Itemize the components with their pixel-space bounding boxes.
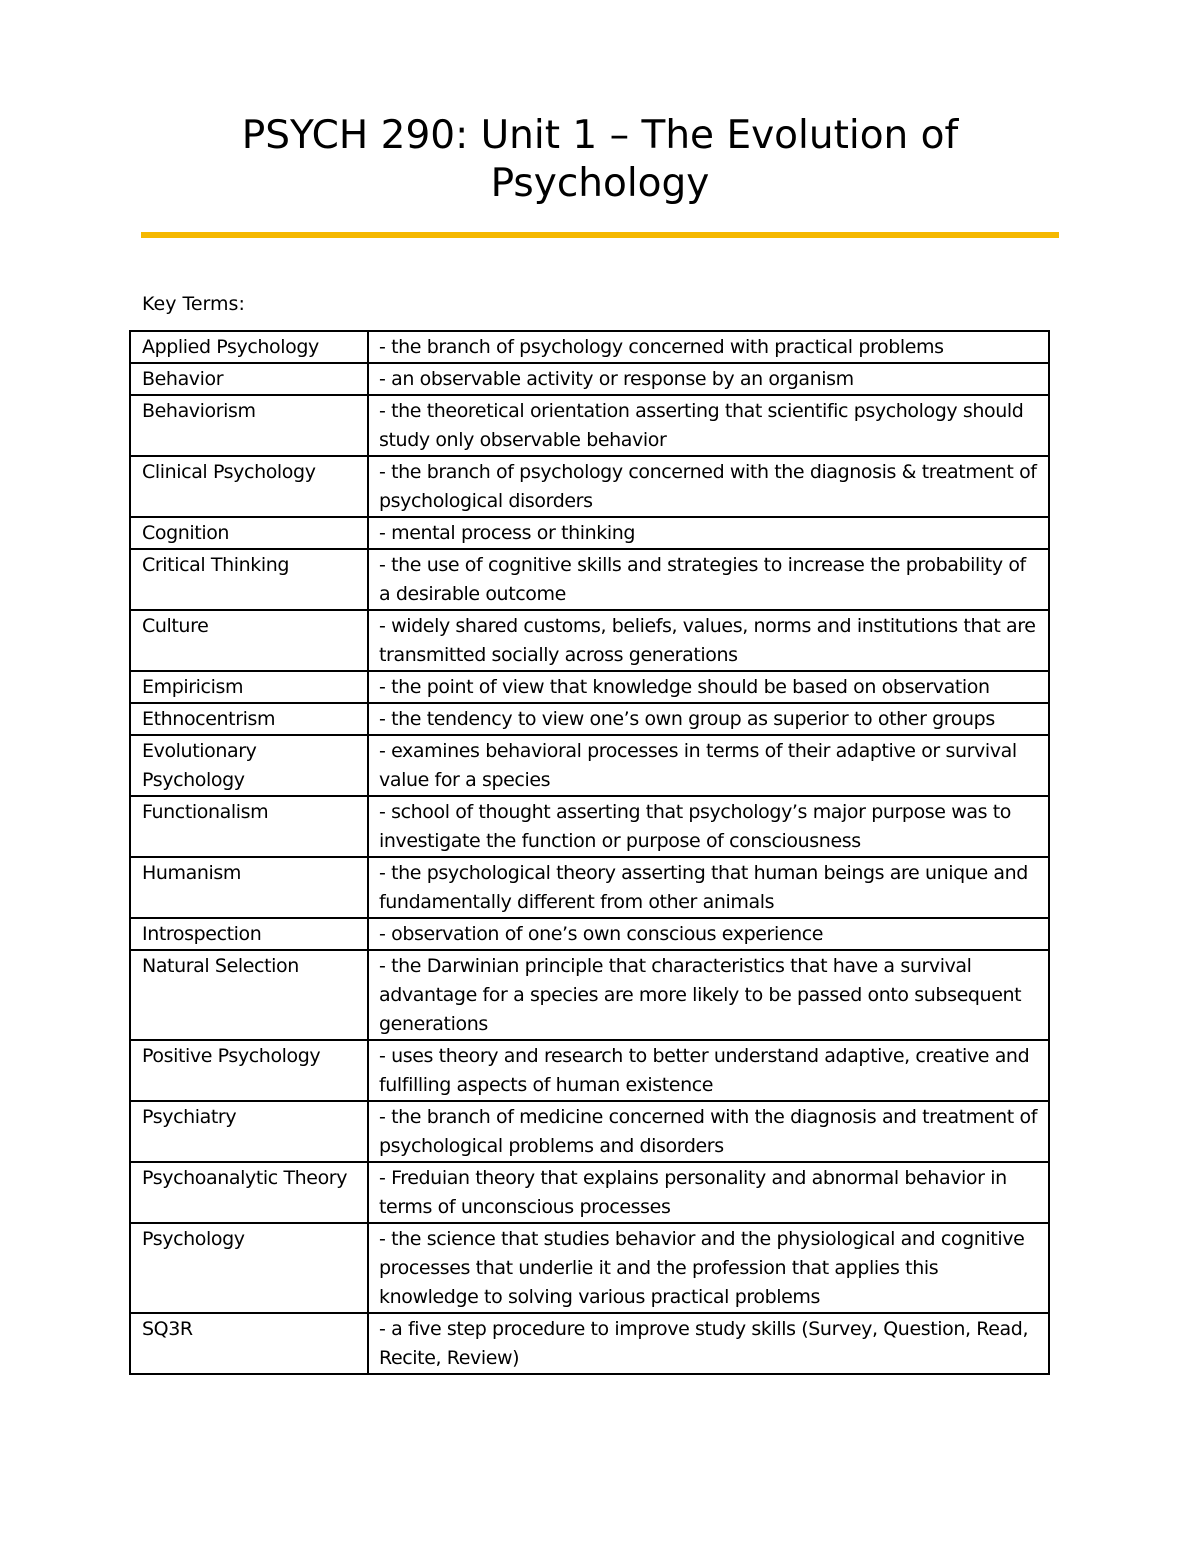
term-cell: Clinical Psychology [130,456,368,517]
term-cell: Empiricism [130,671,368,703]
table-row [130,395,1049,456]
definition-cell: - the branch of psychology concerned with practical problems [368,331,1049,363]
key-terms-table-body [130,331,1049,1374]
definition-cell: - school of thought asserting that psychology’s major purpose was to investigate the function or purpose of consciousness [368,796,1049,857]
table-row [130,610,1049,671]
definition-cell: - observation of one’s own conscious experience [368,918,1049,950]
key-terms-table [129,330,1050,1375]
definition-cell: - mental process or thinking [368,517,1049,549]
page-title-line-2: Psychology [490,161,710,206]
term-cell: Psychology [130,1223,368,1313]
table-row [130,1223,1049,1313]
table-row [130,1101,1049,1162]
term-cell: Behaviorism [130,395,368,456]
table-row [130,735,1049,796]
table-row [130,517,1049,549]
term-cell: Natural Selection [130,950,368,1040]
table-row [130,456,1049,517]
term-cell: Functionalism [130,796,368,857]
definition-cell: - the branch of psychology concerned with the diagnosis & treatment of psychological disorders [368,456,1049,517]
definition-cell: - the use of cognitive skills and strategies to increase the probability of a desirable outcome [368,549,1049,610]
term-cell: Psychiatry [130,1101,368,1162]
table-row [130,950,1049,1040]
title-divider [141,232,1059,238]
table-row [130,1162,1049,1223]
definition-cell: - examines behavioral processes in terms of their adaptive or survival value for a species [368,735,1049,796]
page-title-line-1: PSYCH 290: Unit 1 – The Evolution of [241,113,959,158]
section-label: Key Terms: [142,293,245,315]
definition-cell: - the point of view that knowledge should be based on observation [368,671,1049,703]
term-cell: SQ3R [130,1313,368,1374]
definition-cell: - a five step procedure to improve study skills (Survey, Question, Read, Recite, Review) [368,1313,1049,1374]
term-cell: Psychoanalytic Theory [130,1162,368,1223]
definition-cell: - an observable activity or response by an organism [368,363,1049,395]
definition-cell: - the psychological theory asserting that human beings are unique and fundamentally different from other animals [368,857,1049,918]
term-cell: Introspection [130,918,368,950]
definition-cell: - the theoretical orientation asserting that scientific psychology should study only observable behavior [368,395,1049,456]
term-cell: Ethnocentrism [130,703,368,735]
table-row [130,549,1049,610]
definition-cell: - the tendency to view one’s own group as superior to other groups [368,703,1049,735]
term-cell: Behavior [130,363,368,395]
table-row [130,331,1049,363]
definition-cell: - widely shared customs, beliefs, values, norms and institutions that are transmitted socially across generations [368,610,1049,671]
term-cell: Applied Psychology [130,331,368,363]
term-cell: Culture [130,610,368,671]
term-cell: Positive Psychology [130,1040,368,1101]
definition-cell: - the Darwinian principle that characteristics that have a survival advantage for a species are more likely to be passed onto subsequent generations [368,950,1049,1040]
term-cell: Evolutionary Psychology [130,735,368,796]
table-row [130,918,1049,950]
term-cell: Cognition [130,517,368,549]
page-title [140,112,1060,208]
definition-cell: - uses theory and research to better understand adaptive, creative and fulfilling aspects of human existence [368,1040,1049,1101]
table-row [130,1040,1049,1101]
term-cell: Critical Thinking [130,549,368,610]
table-row [130,857,1049,918]
term-cell: Humanism [130,857,368,918]
definition-cell: - Freduian theory that explains personality and abnormal behavior in terms of unconscious processes [368,1162,1049,1223]
table-row [130,703,1049,735]
definition-cell: - the branch of medicine concerned with the diagnosis and treatment of psychological problems and disorders [368,1101,1049,1162]
table-row [130,363,1049,395]
table-row [130,1313,1049,1374]
definition-cell: - the science that studies behavior and the physiological and cognitive processes that underlie it and the profession that applies this knowledge to solving various practical problems [368,1223,1049,1313]
table-row [130,796,1049,857]
table-row [130,671,1049,703]
